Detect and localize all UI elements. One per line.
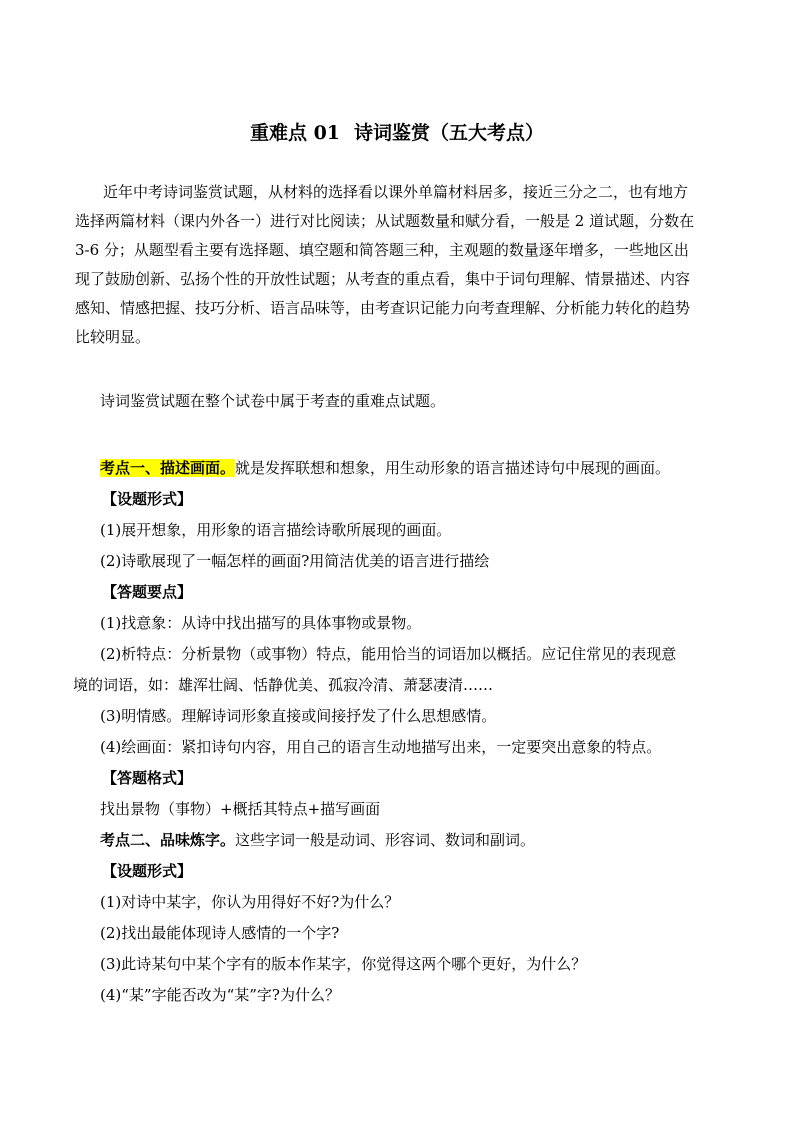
point1-form-item: (1)展开想象，用形象的语言描绘诗歌所展现的画面。 — [100, 521, 452, 539]
intro-line: 近年中考诗词鉴赏试题，从材料的选择看以课外单篇材料居多，接近三分之二，也有地方 — [103, 183, 689, 201]
point1-format: 找出景物（事物）+概括其特点+描写画面 — [100, 800, 381, 818]
point1-key-item: (4)绘画面：紧扣诗句内容，用自己的语言生动地描写出来，一定要突出意象的特点。 — [100, 738, 662, 756]
point2-form-item: (4)“某”字能否改为“某”字?为什么？ — [100, 986, 340, 1004]
title-sub: 诗词鉴赏（五大考点） — [354, 122, 545, 144]
point2-label: 考点二、品味炼字。 — [100, 831, 236, 849]
point1-form-heading: 【设题形式】 — [102, 490, 193, 508]
intro-second-paragraph: 诗词鉴赏试题在整个试卷中属于考查的重难点试题。 — [100, 392, 446, 410]
point1-heading — [100, 453, 740, 484]
intro-line: 3-6 分；从题型看主要有选择题、填空题和简答题三种，主观题的数量逐年增多，一些地区出 — [75, 241, 689, 259]
point1-key-item: (2)析特点：分析景物（或事物）特点，能用恰当的词语加以概括。应记住常见的表现意 — [100, 645, 677, 663]
point2-form-item: (3)此诗某句中某个字有的版本作某字，你觉得这两个哪个更好，为什么？ — [100, 955, 587, 973]
point1-key-item: (3)明情感。理解诗词形象直接或间接抒发了什么思想感情。 — [100, 707, 497, 725]
point2-heading — [100, 825, 740, 856]
point1-label: 考点一、描述画面。 — [100, 459, 236, 477]
point1-format-heading: 【答题格式】 — [102, 769, 193, 787]
point1-key-item: 境的词语，如：雄浑壮阔、恬静优美、孤寂冷清、萧瑟凄清…… — [73, 676, 494, 694]
point2-form-item: (2)找出最能体现诗人感情的一个字? — [100, 924, 340, 942]
intro-line: 比较明显。 — [75, 328, 151, 346]
point1-desc: 就是发挥联想和想象，用生动形象的语言描述诗句中展现的画面。 — [235, 459, 671, 477]
intro-line: 现了鼓励创新、弘扬个性的开放性试题；从考查的重点看，集中于词句理解、情景描述、内容 — [75, 270, 691, 288]
point1-form-item: (2)诗歌展现了一幅怎样的画面?用简洁优美的语言进行描绘 — [100, 552, 490, 570]
point2-form-heading: 【设题形式】 — [102, 862, 193, 880]
point1-key-item: (1)找意象：从诗中找出描写的具体事物或景物。 — [100, 614, 422, 632]
point2-form-item: (1)对诗中某字，你认为用得好不好?为什么？ — [100, 893, 400, 911]
document-title — [0, 120, 794, 146]
point2-desc: 这些字词一般是动词、形容词、数词和副词。 — [235, 831, 536, 849]
title-main: 重难点 01 — [249, 122, 341, 144]
intro-line: 感知、情感把握、技巧分析、语言品味等，由考查识记能力向考查理解、分析能力转化的趋势 — [75, 299, 691, 317]
intro-line: 选择两篇材料（课内外各一）进行对比阅读；从试题数量和赋分看，一般是 2 道试题，分数在 — [75, 212, 695, 230]
intro-paragraph — [75, 178, 730, 352]
exam-points — [73, 453, 740, 1011]
point1-key-heading: 【答题要点】 — [102, 583, 193, 601]
